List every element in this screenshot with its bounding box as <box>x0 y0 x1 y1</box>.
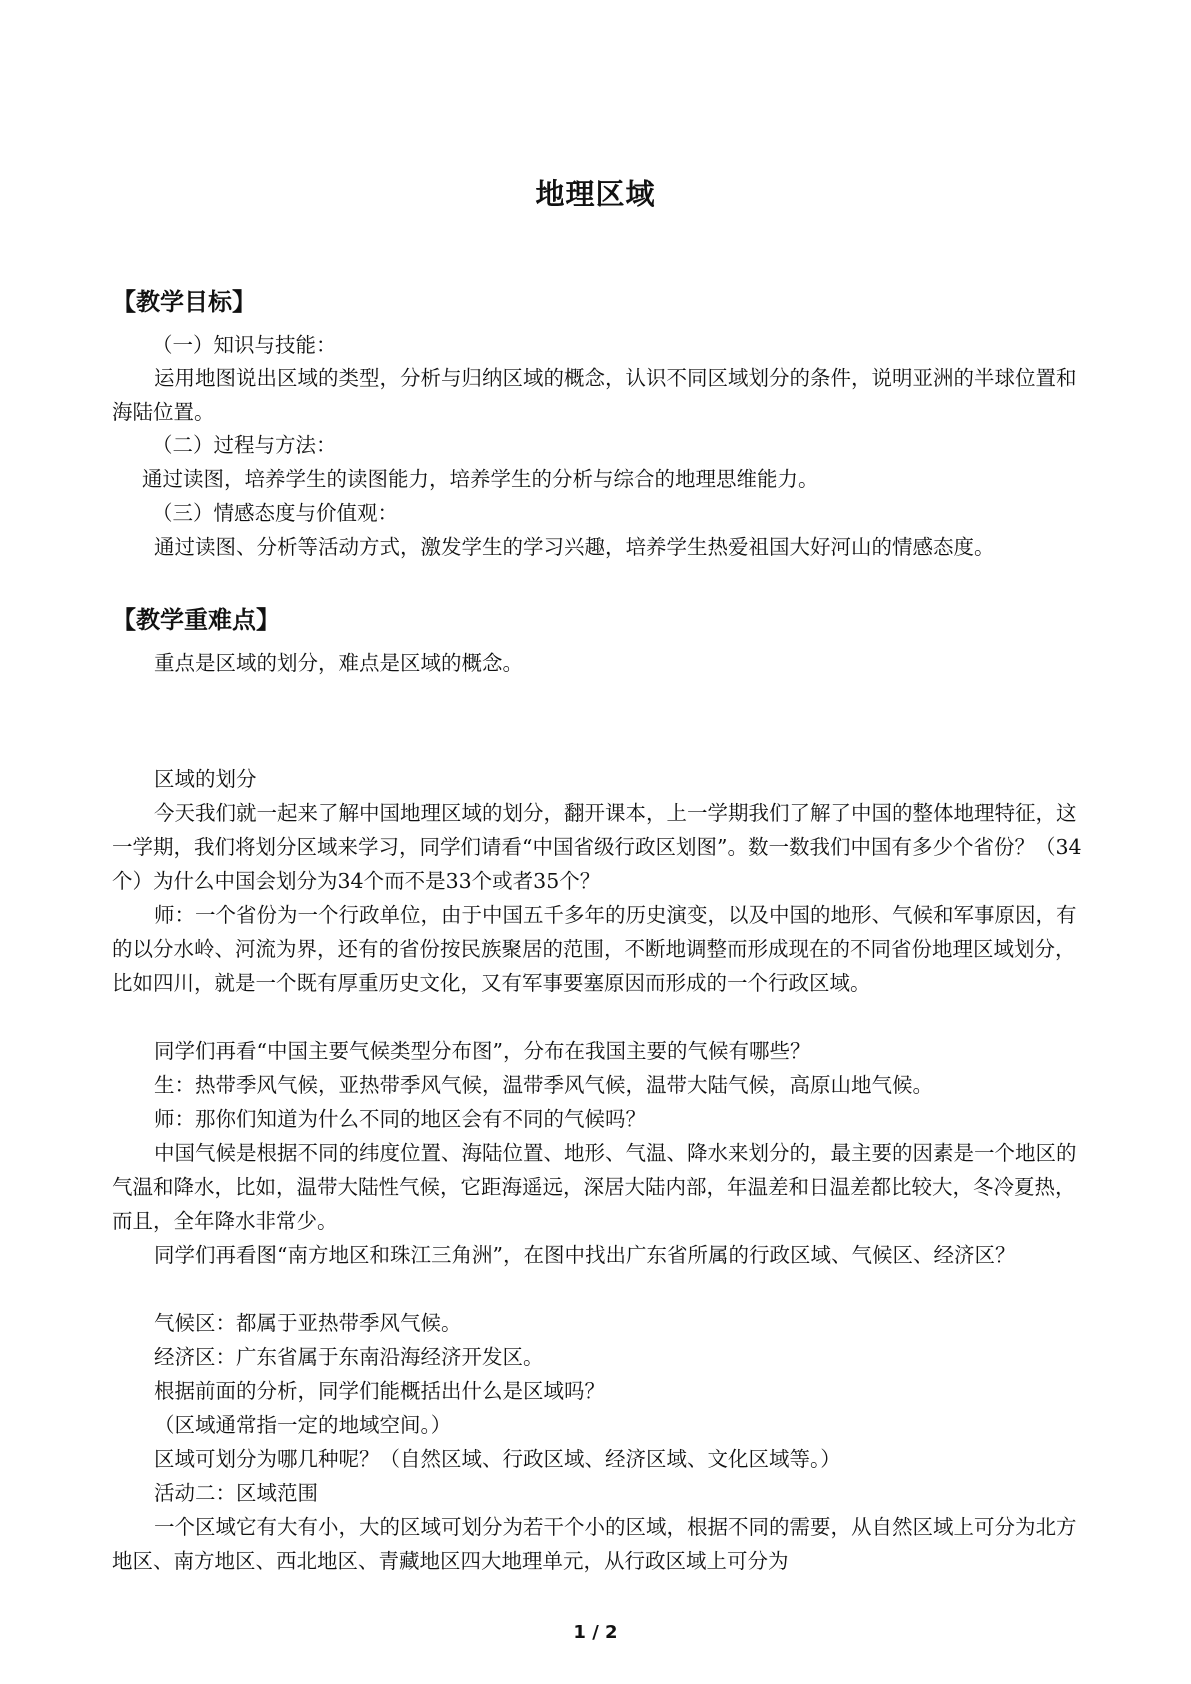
paragraph: 区域可划分为哪几种呢？（自然区域、行政区域、经济区域、文化区域等。） <box>154 1447 841 1471</box>
paragraph: 区域的划分 <box>154 767 257 791</box>
paragraph: 运用地图说出区域的类型，分析与归纳区域的概念，认识不同区域划分的条件，说明亚洲的半球位置和海陆位置。 <box>112 366 1077 424</box>
paragraph: （区域通常指一定的地域空间。） <box>154 1413 452 1437</box>
page-title: 地理区域 <box>535 177 656 211</box>
paragraph: 今天我们就一起来了解中国地理区域的划分，翻开课本，上一学期我们了解了中国的整体地理特征，这一学期，我们将划分区域来学习，同学们请看“中国省级行政区划图”。数一数我们中国有多少个省份？（34个）为什么中国会划分为34个而不是33个或者35个？ <box>112 801 1082 893</box>
paragraph: 师：那你们知道为什么不同的地区会有不同的气候吗？ <box>154 1107 646 1131</box>
section-heading-key-points: 【教学重难点】 <box>112 606 280 634</box>
paragraph: 中国气候是根据不同的纬度位置、海陆位置、地形、气温、降水来划分的，最主要的因素是一个地区的气温和降水，比如，温带大陆性气候，它距海遥远，深居大陆内部，年温差和日温差都比较大，冬冷夏热，而且，全年降水非常少。 <box>112 1141 1077 1233</box>
paragraph: 通过读图、分析等活动方式，激发学生的学习兴趣，培养学生热爱祖国大好河山的情感态度。 <box>154 535 995 559</box>
paragraph: 经济区：广东省属于东南沿海经济开发区。 <box>154 1345 544 1369</box>
paragraph: 气候区：都属于亚热带季风气候。 <box>154 1311 462 1335</box>
paragraph: 重点是区域的划分，难点是区域的概念。 <box>154 651 523 675</box>
paragraph: 通过读图，培养学生的读图能力，培养学生的分析与综合的地理思维能力。 <box>142 467 819 491</box>
paragraph: 根据前面的分析，同学们能概括出什么是区域吗？ <box>154 1379 605 1403</box>
paragraph: 同学们再看图“南方地区和珠江三角洲”，在图中找出广东省所属的行政区域、气候区、经济区？ <box>154 1243 1016 1267</box>
paragraph: 一个区域它有大有小，大的区域可划分为若干个小的区域，根据不同的需要，从自然区域上可分为北方地区、南方地区、西北地区、青藏地区四大地理单元，从行政区域上可分为 <box>112 1515 1077 1573</box>
paragraph: 活动二：区域范围 <box>154 1481 318 1505</box>
paragraph: 生：热带季风气候，亚热带季风气候，温带季风气候，温带大陆气候，高原山地气候。 <box>154 1073 933 1097</box>
section-heading-objectives: 【教学目标】 <box>112 288 256 316</box>
paragraph: （一）知识与技能： <box>152 333 337 357</box>
paragraph: （二）过程与方法： <box>152 433 337 457</box>
paragraph: 同学们再看“中国主要气候类型分布图”，分布在我国主要的气候有哪些？ <box>154 1039 811 1063</box>
page-number: 1 / 2 <box>573 1622 618 1643</box>
paragraph: （三）情感态度与价值观： <box>152 501 398 525</box>
paragraph: 师：一个省份为一个行政单位，由于中国五千多年的历史演变，以及中国的地形、气候和军事原因，有的以分水岭、河流为界，还有的省份按民族聚居的范围，不断地调整而形成现在的不同省份地理区域划分，比如四川，就是一个既有厚重历史文化，又有军事要塞原因而形成的一个行政区域。 <box>112 903 1077 995</box>
